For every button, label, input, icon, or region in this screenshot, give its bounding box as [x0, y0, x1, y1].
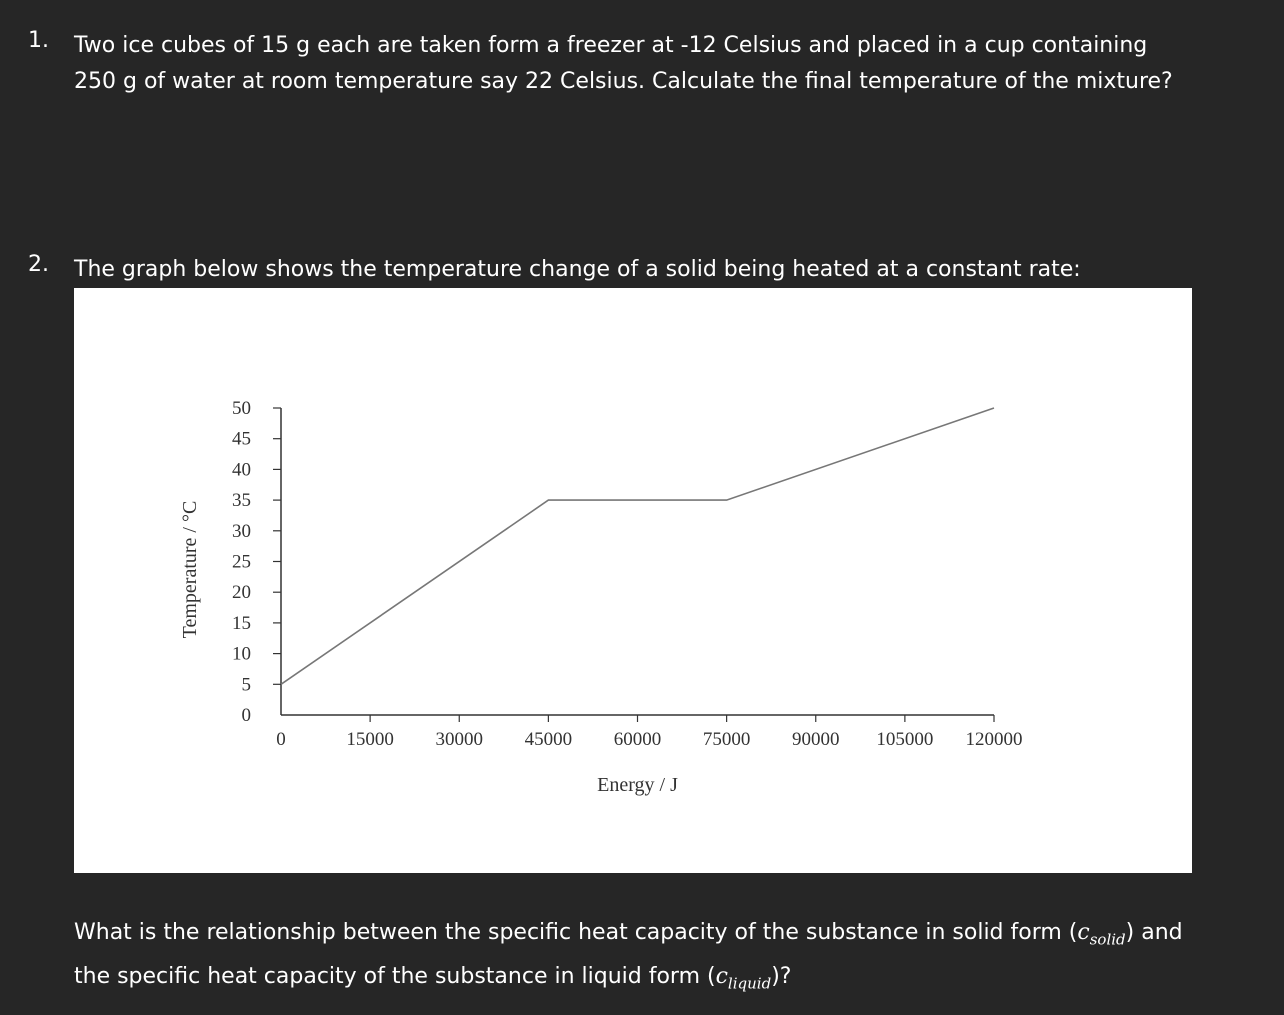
- y-tick-label: 15: [232, 612, 251, 634]
- temperature-energy-chart: [74, 288, 1192, 873]
- x-tick-label: 30000: [435, 729, 483, 750]
- y-tick-label: 50: [232, 398, 251, 419]
- chart-ticks: [232, 398, 1023, 750]
- x-tick-label: 45000: [524, 729, 573, 750]
- y-tick-label: 5: [241, 674, 251, 696]
- y-tick-label: 35: [232, 490, 251, 512]
- y-tick-label: 10: [232, 643, 251, 665]
- c-liquid-symbol: [715, 964, 772, 993]
- question-2-followup: [74, 914, 1184, 1003]
- x-axis-title: Energy / J: [597, 774, 678, 796]
- y-axis-title: Temperature / °C: [179, 500, 201, 639]
- followup-middle: ) and the specific heat capacity of the substance in liquid form (: [74, 920, 1183, 990]
- y-tick-label: 20: [232, 582, 251, 604]
- x-tick-label: 15000: [346, 729, 394, 750]
- question-1-text: Two ice cubes of 15 g each are taken form a freezer at -12 Celsius and placed in a cup containing 250 g of water at room temperature say 22 Celsius. Calculate the final temperature of the mixture?: [74, 33, 1173, 94]
- temperature-line: [281, 408, 994, 684]
- x-tick-label: 0: [276, 729, 286, 750]
- y-tick-label: 45: [232, 428, 251, 450]
- y-tick-label: 0: [241, 705, 251, 726]
- y-tick-label: 30: [232, 520, 251, 542]
- x-tick-label: 60000: [613, 729, 662, 750]
- chart-svg: [74, 288, 1192, 873]
- c-symbol: c: [715, 964, 728, 990]
- followup-suffix: )?: [771, 964, 792, 990]
- followup-prefix: What is the relationship between the specific heat capacity of the substance in solid form (: [74, 920, 1078, 945]
- solid-subscript: solid: [1089, 930, 1126, 949]
- liquid-subscript: liquid: [727, 974, 772, 993]
- chart-series: [281, 408, 994, 684]
- question-2-number: 2.: [28, 252, 49, 277]
- question-2-text: The graph below shows the temperature change of a solid being heated at a constant rate:: [74, 257, 1081, 282]
- chart-axes: [281, 408, 994, 715]
- question-1-number: 1.: [28, 28, 49, 53]
- y-tick-label: 40: [232, 459, 251, 481]
- y-tick-label: 25: [232, 551, 251, 573]
- x-tick-label: 90000: [792, 729, 840, 750]
- c-solid-symbol: [1077, 920, 1126, 949]
- c-symbol: c: [1077, 920, 1090, 945]
- x-tick-label: 105000: [876, 729, 934, 750]
- x-tick-label: 120000: [965, 729, 1023, 750]
- x-tick-label: 75000: [702, 729, 751, 750]
